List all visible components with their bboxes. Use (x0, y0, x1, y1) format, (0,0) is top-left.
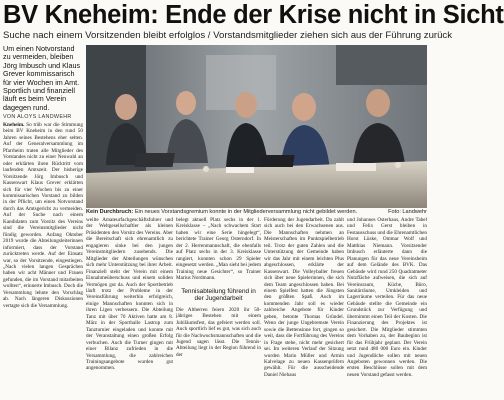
column-3-text: belegt aktuell Platz sechs in der 1. Kreisklasse – „Nach schwachem Start haben wir eine Serie hingelegt“, berichtete Trainer Georg Osterndorf. In der 2. Herrenmannschaft, die ebenfalls auf Platz sechs in der 3. Kreisklasse rangiert, konnten schon 29 Spieler eingesetzt werden. „Man sieht bei jedem Training neue Gesichter“, so Trainer Marius Nordmann. (176, 217, 261, 282)
caption-lead: Kein Durchbruch: (86, 209, 134, 215)
article-photo (86, 45, 427, 208)
article-column-5 (347, 217, 427, 398)
column-1-text: So trüb war die Stimmung beim BV Kneheim in den rund 50 Jahren seines Bestehens eher selten. Auf der Generalversammlung im Pfarrheim traten alle Mitglieder des Vorstandes nicht zu einer Neuwahl an oder erklärten ihren Rücktritt vom laufenden Amtszeit. Der bisherige Vorsitzende Jörg Imbusch und Kassenwart Klaus Grever erklärten sich für vier Wochen bis zu einer kommissarischen Vorstand zu bilden in der Pflicht, um einen Notvorstand durch das Amtsgericht zu vermeiden. Auf der Suche nach einem Kandidaten zum Vorsitz des Vereins sind die Vereinsmitglieder nicht fündig geworden. Anfang Oktober 2019 wurde die Abteilungsleiterinnen informiert, dass der Vorstand zurücktreten werde. Auf der Einsatz war, so der Vorsitzende, eingestiegen. „Nach vielen langen Gesprächen haben wir acht Männer und Frauen gefunden, die im Vorstand mitarbeiten wollten“, erinnerte Imbusch. Doch die Versammlung lehnte den Vorschlag ab. Nach längeren Diskussionen vertagte sich die Versammlung. (3, 122, 83, 309)
article-column-3 (176, 217, 261, 398)
column-4-text: Förderung der Jugendarbeit. Da zahlt sich auch bei den Erwachsenen aus. Die Mannschaften nehmen an Meisterschaften im Punktspielbetrieb teil. Trotz der guten Zahlen und die Unterstützung der Gemeinde haben wir das Jahr mit einem leichten Plus abgeschlossen, erklärte der Kassenwart. Die Volleyballer freuen sich über neue Spielerinnen, die sich dem Team angeschlossen haben. Bei einem Spielfest hatten die Jüngsten den größten Spaß. Auch im kommenden Jahr soll es wieder zahlreiche Angebote für Kinder geben, betonte Thomas Gründel. Wenn der junge Ungebremste Verein sowie die Bettensinne fort, gingen so weit, dass die Fortführung des Vereins in Frage stehe, nicht mehr gesichert sei. Im weiteren Verlauf der Sitzung wurden Mario Müller und Armin Kalvelage zu neuen Kassenprüfern gewählt. Für die ausscheidende Daniel Niehaus (264, 217, 344, 378)
teaser-text: Um einen Notvorstand zu vermeiden, bleiben Jörg Imbusch und Klaus Grever kommissarisch für vier Wochen im Amt. Sportlich und finanziell läuft es beim Verein dagegen rund. (3, 44, 81, 112)
column-3-text-b: Die Altherren feiern 2020 ihr 50-jähriges Bestehen mit einem Jubiläumsfest, das gefeiert werden soll. Auch sportlich lief es gut, was sich auch für die Nachwuchsmannschaften und die Jugend sagen lässt. Die Tennis-Abteilung liegt in der Region führend in der (176, 306, 261, 358)
dateline: Kneheim. (3, 122, 25, 128)
photo-credit: Foto: Landwehr (388, 209, 427, 215)
photo-caption (86, 209, 427, 216)
headline: BV Kneheim: Ende der Krise nicht in Sicht (3, 1, 504, 29)
column-5-text: und Johannes Osterhaus, Andre Tabel und Felix Gerst bleiben in Festausschuss und die Ehrenamtlichen Horst Lüske, Ommar Wolf und Matthias Niemann. Vorsitzender Imbusch erläuterte dann die Planungen für das neue Vereinsheim auf dem Gelände des BVK. Das Gebäude wird rund 250 Quadratmeter Nutzfläche aufweisen, die sich auf Vereinsraum, Küche, Büro, Sanitärräume, Umkleiden und Lagerräume verteilen. Für das neue Gebäude stellte die Gemeinde ein Grundstück zur Verfügung und übernimmt einen Teil der Kosten. Die Finanzierung des Projektes ist gesichert. Die Mitglieder stimmten dem Vorhaben zu, der Baubeginn ist für das Frühjahr geplant. Der Verein setzt rund 480 000 Euro ein. Kinder und Jugendliche sollen mit neuen Angeboten gewonnen werden. Die ersten Beschlüsse sollen mit dem neuen Vorstand gefasst werden. (347, 217, 427, 378)
subheadline: Suche nach einem Vorsitzenden bleibt erfolglos / Vorstandsmitglieder ziehen sich aus der Führung zurück (3, 30, 453, 41)
meeting-photo-illustration (86, 45, 427, 208)
section-subtitle: Tennisabteilung führend in der Jugendarbeit (181, 287, 256, 303)
article-column-2 (86, 217, 173, 398)
article-column-4 (264, 217, 344, 398)
byline: VON ALOYS LANDWEHR (3, 114, 72, 120)
article-column-1 (3, 122, 83, 398)
column-2-text: weilte Amateurfachgeschäftsfuhrer und der Weltgesellschaftler als kleinen Präsidenten den Vorsitz des Vereins. Aber die Bereitschaft sich ehrenamtlich zu engagieren sinke bei den jungen Vereinsmitgliedern zusehends. Die Mitglieder der Abteilungen wünschen sich mehr Unterstützung bei ihrer Arbeit. Finanziell steht der Verein mit einem Einnahmeüberschuss und einem soliden Vermögen gut da. Auch der Sportbetrieb läuft trotz der Probleme in der Vereinsführung weiterhin erfolgreich, einige Mannschaften konnten sich in ihren Ligen verbessern. Die Abteilung Tanz mit über 70 Aktiven hatte am 8. März in der Sporthalle Lastrup zum Tanzturnier eingeladen und konnte mit der Veranstaltung einen großen Erfolg verbuchen. Auch die Turner gingen mit einer Bilanz zufrieden in die Versammlung, die zahlreichen Trainingsangebote wurden gut angenommen. (86, 217, 173, 372)
caption-text: Ein neues Vorstandsgremium konnte in der Mitgliederversammlung nicht gebildet werden. (134, 209, 358, 215)
